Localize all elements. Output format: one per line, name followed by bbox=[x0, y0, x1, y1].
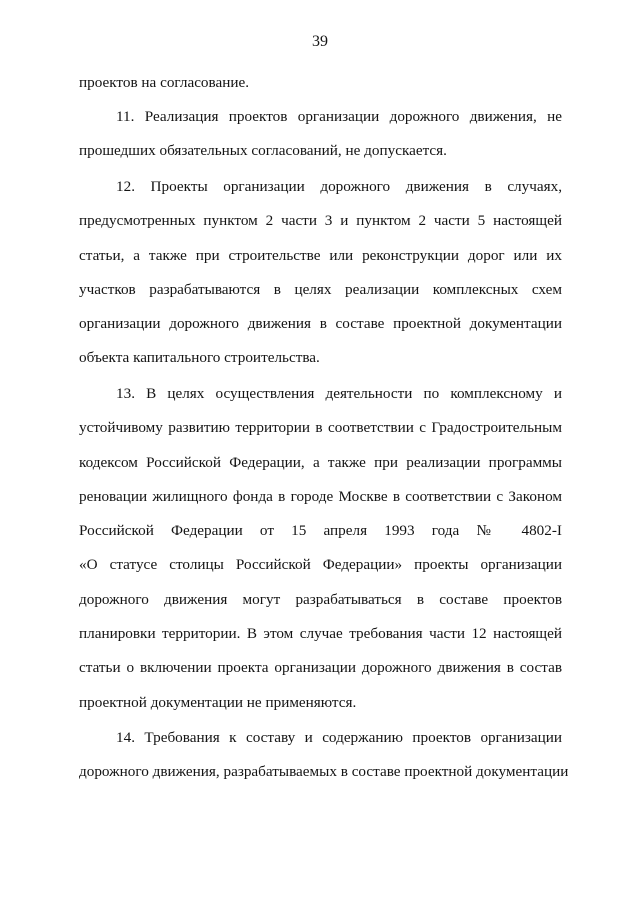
text-line: «О статусе столицы Российской Федерации» проекты организации bbox=[79, 556, 562, 574]
text-line: статьи о включении проекта организации дорожного движения в состав bbox=[79, 659, 562, 677]
text-line: устойчивому развитию территории в соответствии с Градостроительным bbox=[79, 419, 562, 437]
text-line: организации дорожного движения в составе проектной документации bbox=[79, 315, 562, 333]
text-line: проектов на согласование. bbox=[79, 74, 250, 91]
text-line: 12. Проекты организации дорожного движения в случаях, bbox=[116, 178, 562, 195]
paragraph bbox=[79, 721, 569, 790]
text-line: объекта капитального строительства. bbox=[79, 349, 320, 367]
text-line: Российской Федерации от 15 апреля 1993 года № 4802-I bbox=[79, 522, 562, 540]
text-line: 14. Требования к составу и содержанию проектов организации bbox=[116, 729, 562, 746]
paragraph bbox=[79, 377, 562, 720]
text-line: прошедших обязательных согласований, не допускается. bbox=[79, 142, 447, 160]
text-line: дорожного движения, разрабатываемых в составе проектной документации bbox=[79, 763, 569, 781]
paragraph bbox=[79, 100, 562, 169]
text-line: 11. Реализация проектов организации дорожного движения, не bbox=[116, 108, 562, 125]
paragraph bbox=[79, 66, 562, 100]
text-line: проектной документации не применяются. bbox=[79, 693, 357, 711]
text-line: статьи, а также при строительстве или реконструкции дорог или их bbox=[79, 246, 562, 264]
text-line: предусмотренных пунктом 2 части 3 и пунктом 2 части 5 настоящей bbox=[79, 212, 562, 230]
text-line: участков разрабатываются в целях реализации комплексных схем bbox=[79, 280, 562, 298]
text-line: кодексом Российской Федерации, а также при реализации программы bbox=[79, 453, 562, 471]
page-number: 39 bbox=[312, 33, 328, 50]
text-line: дорожного движения могут разрабатываться в составе проектов bbox=[79, 590, 562, 608]
paragraph bbox=[79, 170, 562, 376]
text-line: реновации жилищного фонда в городе Москве в соответствии с Законом bbox=[79, 487, 562, 505]
text-line: 13. В целях осуществления деятельности по комплексному и bbox=[116, 385, 562, 402]
text-line: планировки территории. В этом случае требования части 12 настоящей bbox=[79, 625, 562, 643]
